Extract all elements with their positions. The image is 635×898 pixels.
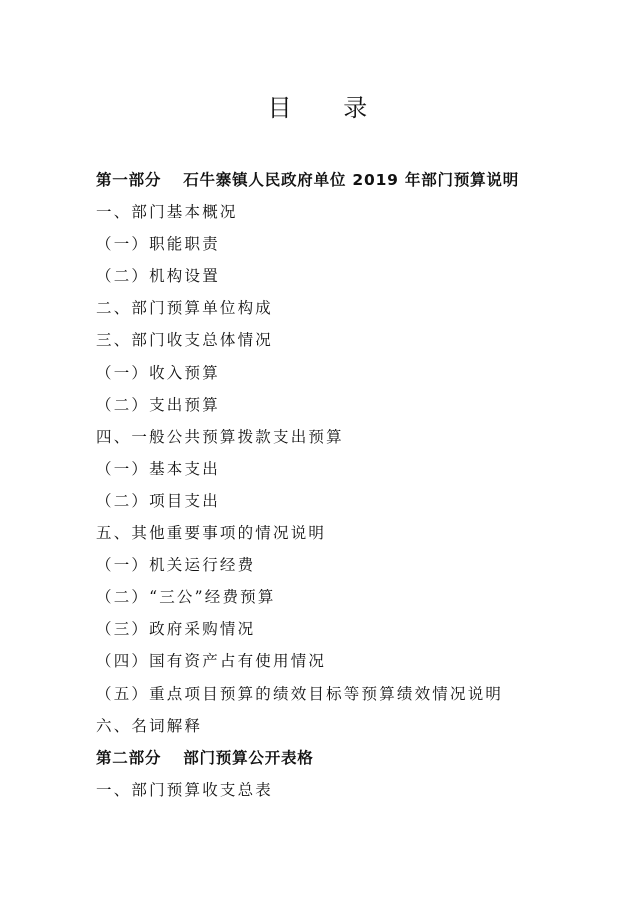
toc-part-heading [96,746,519,778]
toc-entry: （三）政府采购情况 [96,620,256,639]
toc-entry: 五、其他重要事项的情况说明 [96,524,327,543]
toc-entry: 一、部门基本概况 [96,203,238,222]
toc-entry: （一）职能职责 [96,235,220,254]
toc-part-heading [96,168,519,200]
toc-entry: （一）基本支出 [96,459,220,478]
part-label: 第一部分 [96,171,162,189]
part-label: 第二部分 [96,748,162,767]
toc-entry: （二）项目支出 [96,491,220,510]
toc-entry: 二、部门预算单位构成 [96,299,274,318]
toc-entry: （二）机构设置 [96,267,220,286]
page-title: 目 录 [267,94,390,122]
part-title: 部门预算公开表格 [183,748,314,767]
toc-entry: （四）国有资产占有使用情况 [96,652,327,671]
toc-entry: 一、部门预算收支总表 [96,780,274,799]
toc-entry: （一）收入预算 [96,363,220,382]
table-of-contents [96,168,519,810]
toc-entry: （五）重点项目预算的绩效目标等预算绩效情况说明 [96,684,504,703]
toc-entry: 四、一般公共预算拨款支出预算 [96,427,344,446]
toc-entry: （一）机关运行经费 [96,556,256,575]
toc-entry: （二）支出预算 [96,395,220,414]
toc-entry: （二）“三公”经费预算 [96,588,276,607]
toc-entry: 三、部门收支总体情况 [96,331,274,350]
part-title: 石牛寨镇人民政府单位 2019 年部门预算说明 [183,171,520,189]
toc-entry: 六、名词解释 [96,716,203,735]
